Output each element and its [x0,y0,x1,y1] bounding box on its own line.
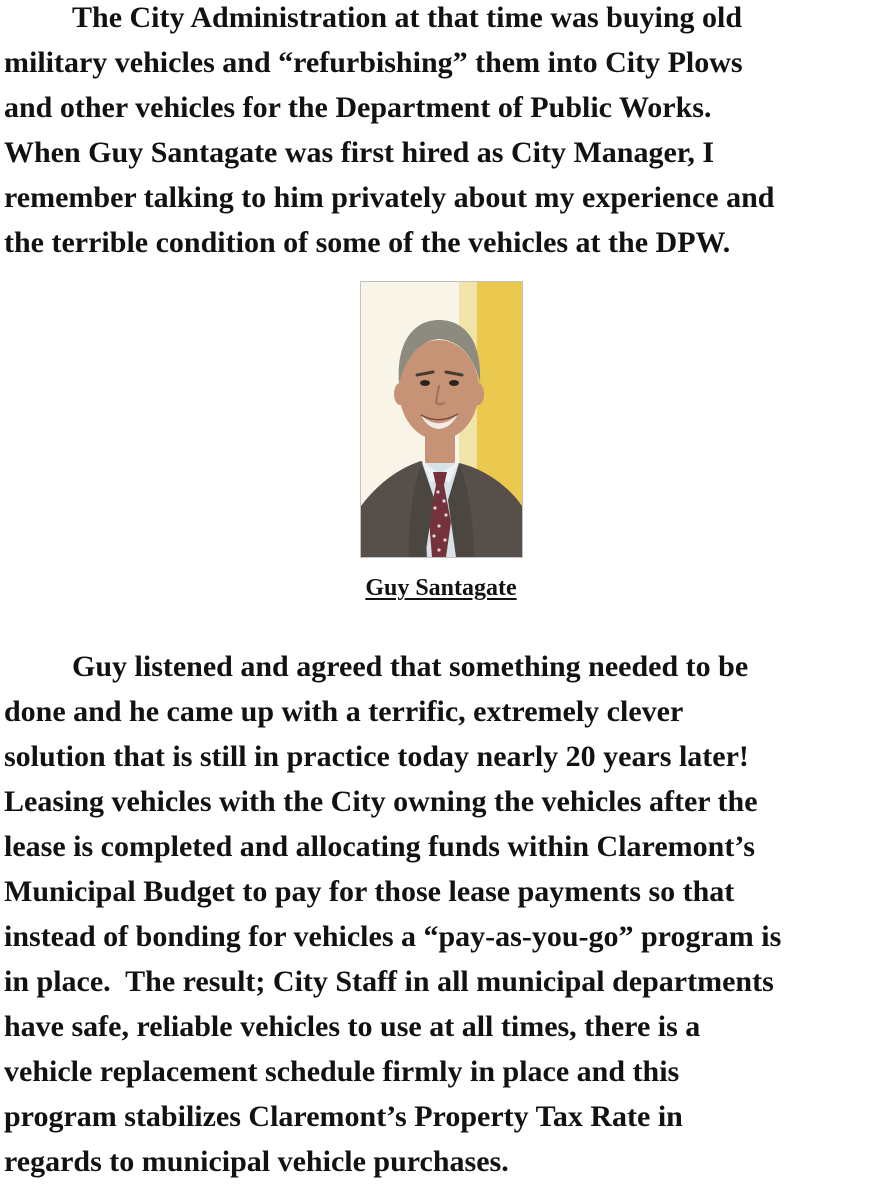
text-line: The City Administration at that time was buying old [72,1,743,34]
paragraph-1 [4,0,878,265]
text-line: Municipal Budget to pay for those lease payments so that [4,875,735,908]
text-line: solution that is still in practice today nearly 20 years later! [4,740,749,773]
text-line: When Guy Santagate was first hired as City Manager, I [4,136,715,169]
portrait-photo [360,281,523,558]
text-line: done and he came up with a terrific, extremely clever [4,695,684,728]
portrait-illustration [361,282,522,557]
text-line: Guy listened and agreed that something needed to be [72,650,749,683]
text-line: in place. The result; City Staff in all municipal departments [4,965,774,998]
eye-right [449,380,459,386]
text-line: remember talking to him privately about my experience and [4,181,775,214]
text-line: instead of bonding for vehicles a “pay-as-you-go” program is [4,920,782,953]
text-line: have safe, reliable vehicles to use at all times, there is a [4,1010,701,1043]
text-line: program stabilizes Claremont’s Property Tax Rate in [4,1100,683,1133]
photo-caption: Guy Santagate [365,575,517,601]
text-line: and other vehicles for the Department of Public Works. [4,91,712,124]
text-line: regards to municipal vehicle purchases. [4,1145,509,1178]
text-line: the terrible condition of some of the vehicles at the DPW. [4,226,731,259]
eye-left [420,380,430,386]
paragraph-2 [4,644,878,1184]
text-line: vehicle replacement schedule firmly in place and this [4,1055,680,1088]
text-line: military vehicles and “refurbishing” them into City Plows [4,46,743,79]
text-line: lease is completed and allocating funds within Claremont’s [4,830,755,863]
text-line: Leasing vehicles with the City owning the vehicles after the [4,785,758,818]
